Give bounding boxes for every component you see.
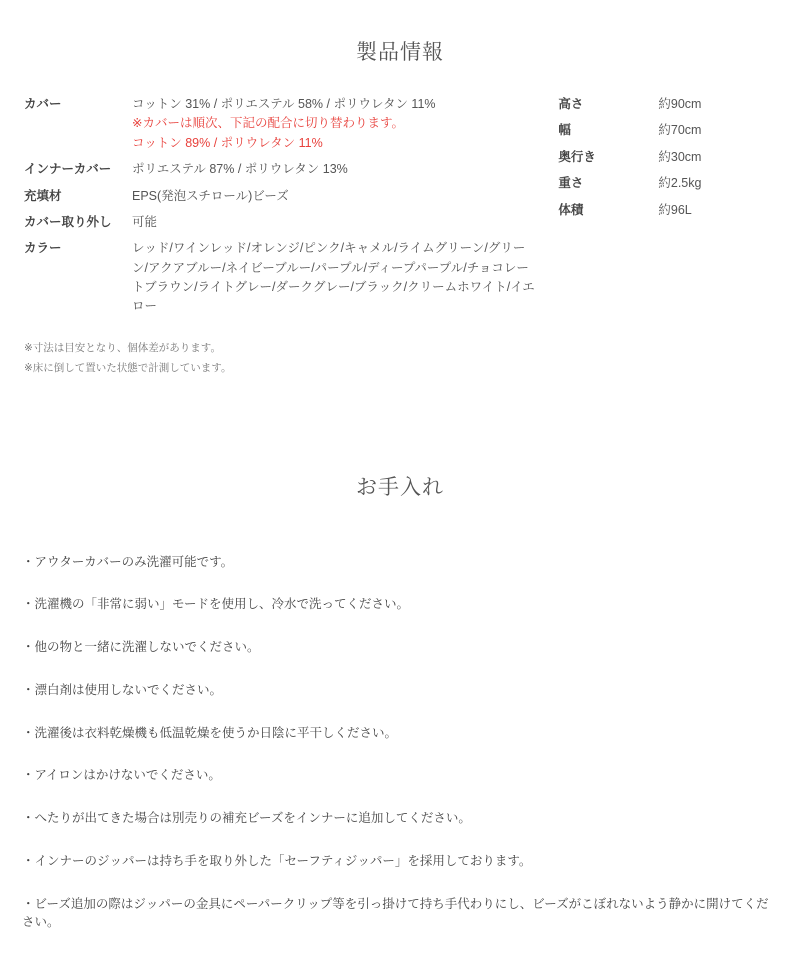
spec-label-depth: 奥行き: [558, 149, 596, 164]
spec-label-cover-removable: カバー取り外し: [24, 214, 112, 229]
spec-value-line-new-blend: コットン 89% / ポリウレタン 11%: [132, 135, 323, 150]
spec-table-dimensions: [558, 92, 776, 224]
table-row: [558, 118, 776, 144]
spec-table-left-wrapper: [24, 92, 538, 321]
spec-value-cover: [132, 92, 538, 157]
spec-tables-container: [0, 66, 800, 321]
spec-value-volume: 約96L: [658, 202, 692, 217]
list-item: ・洗濯後は衣料乾燥機も低温乾燥を使うか日陰に平干しください。: [22, 725, 398, 740]
spec-value-cover-removable: 可能: [132, 214, 158, 229]
product-info-title: 製品情報: [356, 41, 444, 64]
list-item: ・漂白剤は使用しないでください。: [22, 682, 223, 697]
spec-label-inner-cover: インナーカバー: [24, 162, 112, 177]
care-instructions-list: [0, 501, 800, 956]
table-row: [24, 210, 538, 236]
spec-table-materials: [24, 92, 538, 321]
spec-value-line: コットン 31% / ポリエステル 58% / ポリウレタン 11%: [132, 97, 436, 111]
table-row: [24, 92, 538, 157]
list-item: ・アウターカバーのみ洗濯可能です。: [22, 554, 234, 569]
spec-value-inner-cover: ポリエステル 87% / ポリウレタン 13%: [132, 162, 348, 177]
spec-label-height: 高さ: [558, 97, 584, 111]
care-section-title: お手入れ: [356, 475, 444, 499]
spec-label-filling: 充填材: [24, 188, 62, 203]
spec-value-height: 約90cm: [658, 97, 702, 111]
list-item: ・ビーズ追加の際はジッパーの金具にペーパークリップ等を引っ掛けて持ち手代わりにし、ビーズがこぼれないよう静かに開けてください。: [22, 896, 769, 930]
table-row: [558, 145, 776, 171]
table-row: [558, 92, 776, 118]
spec-label-width: 幅: [558, 123, 571, 138]
spec-label-weight: 重さ: [558, 176, 584, 191]
note-line: ※寸法は目安となり、個体差があります。: [24, 341, 221, 354]
table-row: [24, 184, 538, 210]
spec-value-color: レッド/ワインレッド/オレンジ/ピンク/キャメル/ライムグリーン/グリーン/アクアブルー/ネイビーブルー/パープル/ディープパープル/チョコレートブラウン/ライトグレー/ダークグレー/ブラック/クリームホワイト/イエロー: [132, 241, 535, 314]
table-row: [24, 236, 538, 321]
spec-value-weight: 約2.5kg: [658, 176, 702, 191]
spec-value-filling: EPS(発泡スチロール)ビーズ: [132, 188, 289, 203]
spec-label-volume: 体積: [558, 202, 584, 217]
table-row: [558, 171, 776, 197]
table-row: [24, 157, 538, 183]
spec-value-line-note: ※カバーは順次、下記の配合に切り替わります。: [132, 116, 404, 131]
list-item: ・インナーのジッパーは持ち手を取り外した「セーフティジッパー」を採用しております。: [22, 853, 532, 868]
spec-table-right-wrapper: [538, 92, 776, 224]
list-item: ・へたりが出てきた場合は別売りの補充ビーズをインナーに追加してください。: [22, 811, 471, 826]
note-line: ※床に倒して置いた状態で計測しています。: [24, 361, 232, 374]
list-item: ・アイロンはかけないでください。: [22, 768, 221, 783]
spec-label-color: カラー: [24, 241, 62, 256]
measurement-notes: [0, 321, 800, 379]
table-row: [558, 198, 776, 224]
spec-label-cover: カバー: [24, 97, 62, 111]
list-item: ・他の物と一緒に洗濯しないでください。: [22, 640, 260, 655]
list-item: ・洗濯機の「非常に弱い」モードを使用し、冷水で洗ってください。: [22, 597, 410, 612]
spec-value-width: 約70cm: [658, 123, 702, 138]
spec-value-depth: 約30cm: [658, 149, 702, 164]
